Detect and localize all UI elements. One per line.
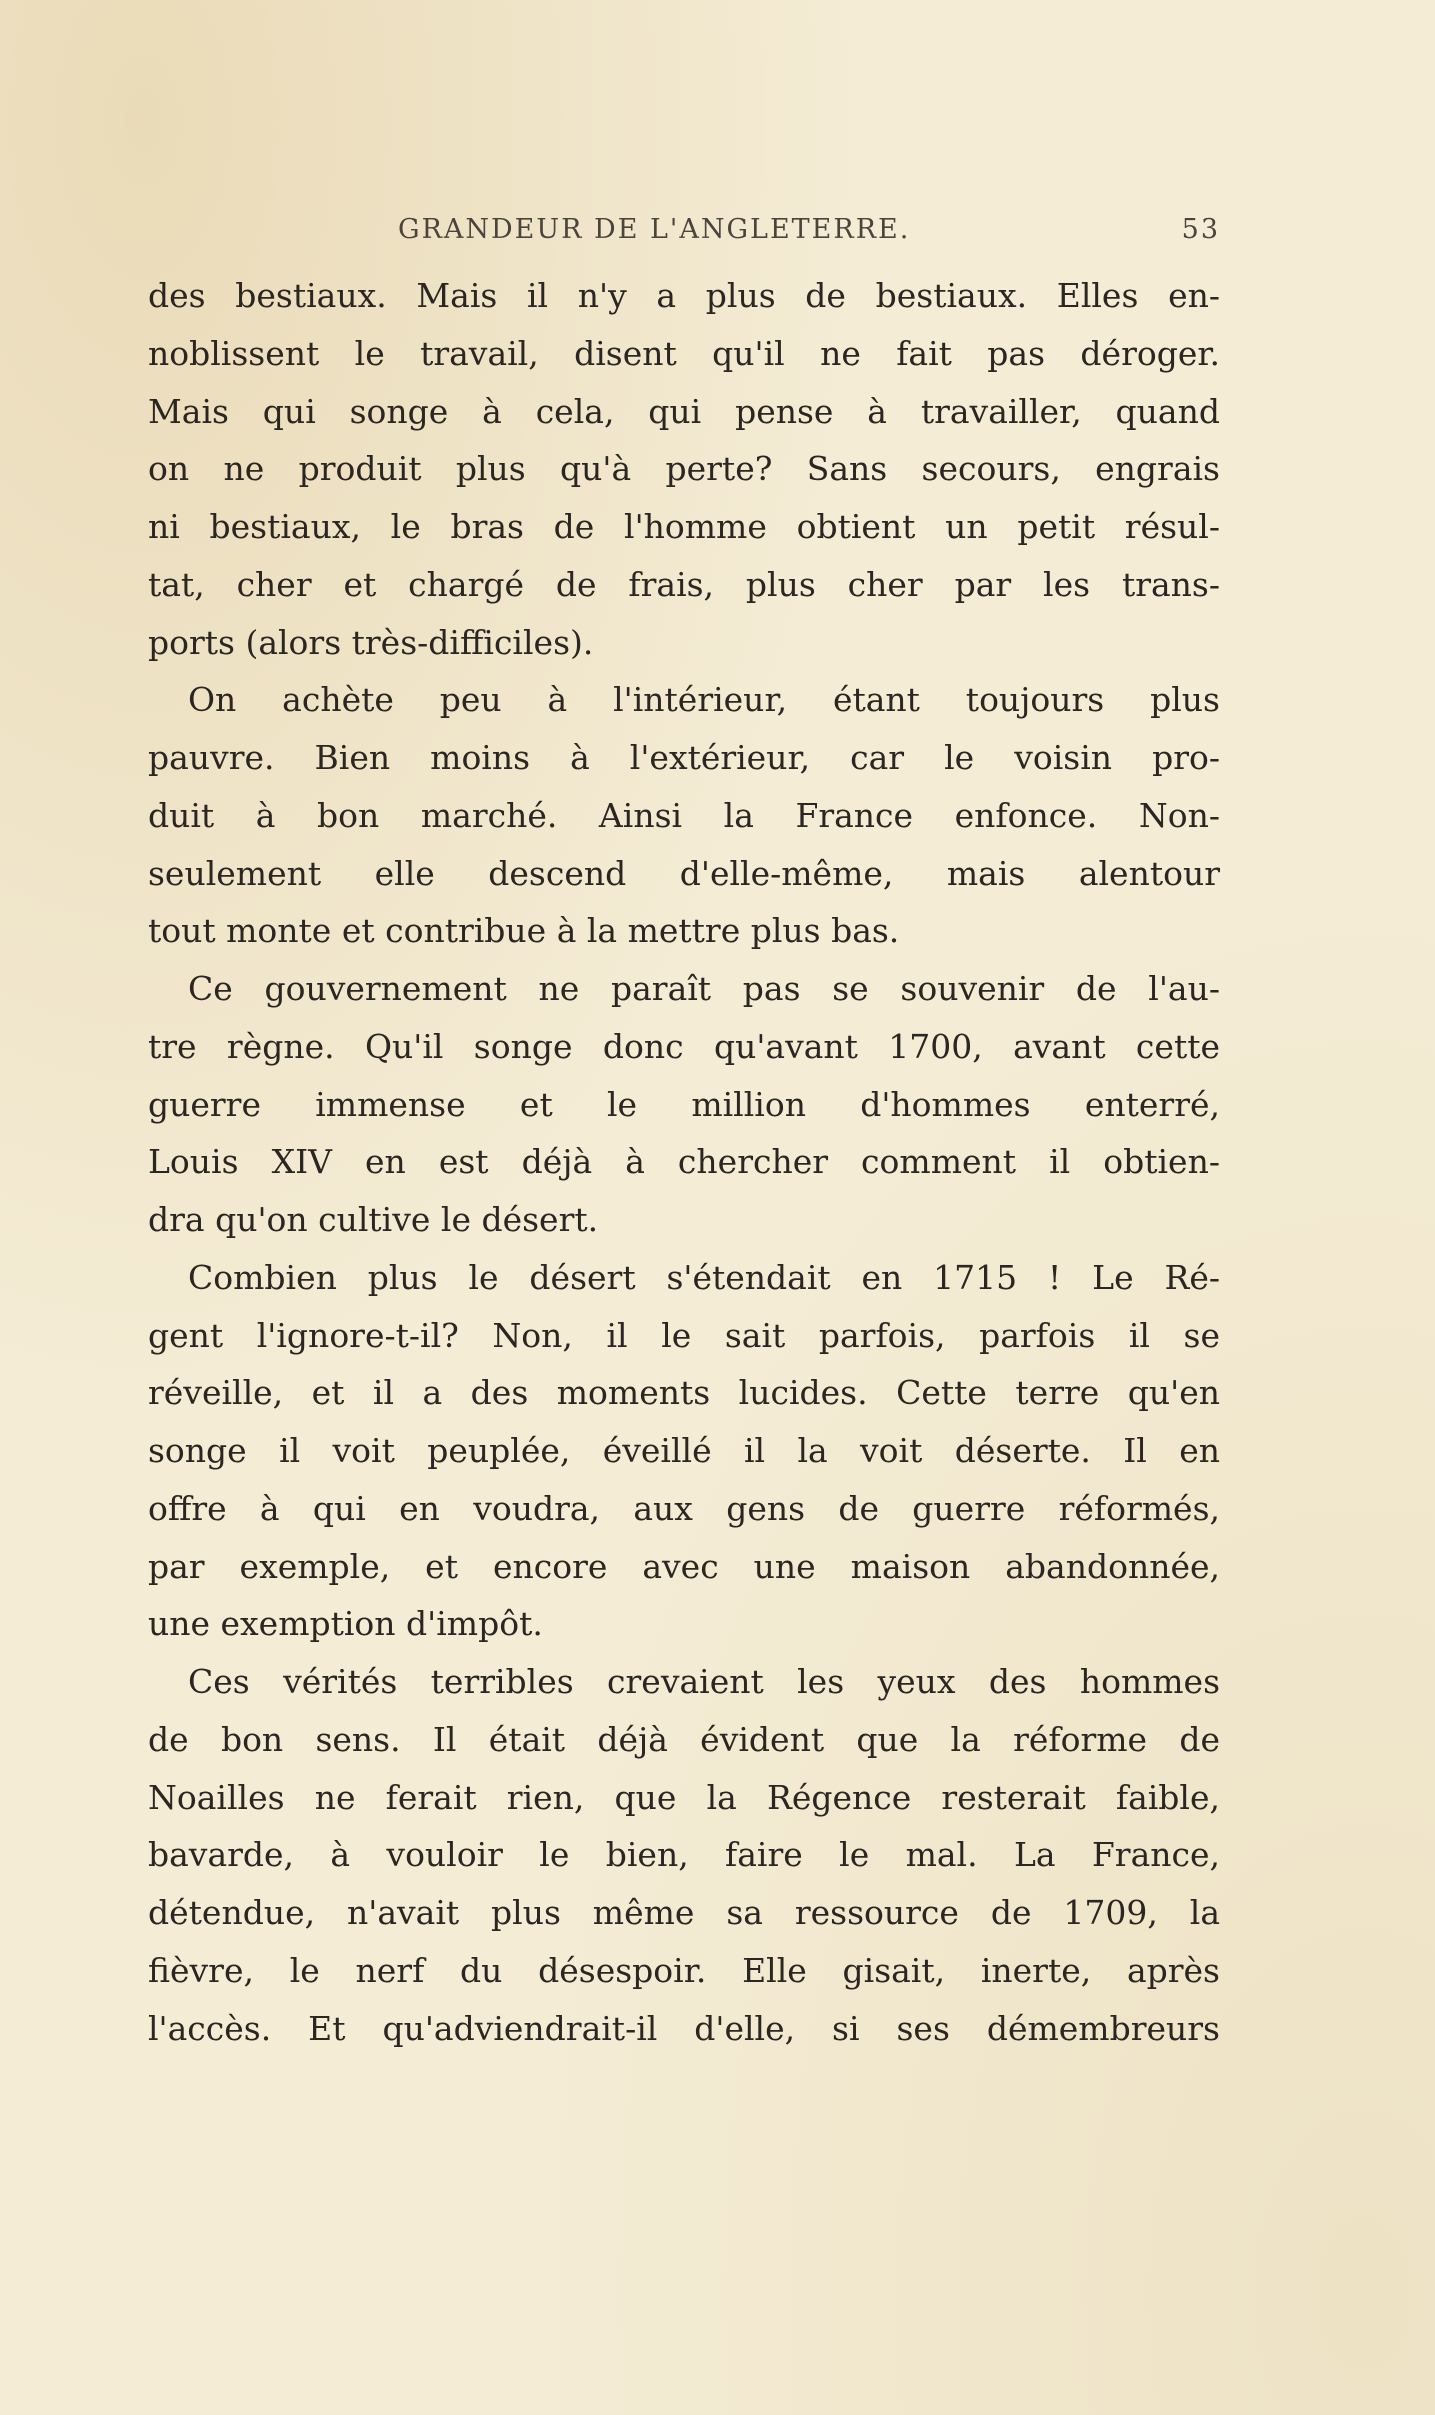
text-line: Combien plus le désert s'étendait en 1715 ! Le Ré- bbox=[188, 1257, 1220, 1297]
text-line: duit à bon marché. Ainsi la France enfonce. Non- bbox=[148, 795, 1220, 835]
text-line: on ne produit plus qu'à perte? Sans secours, engrais bbox=[148, 449, 1220, 489]
text-line: pauvre. Bien moins à l'extérieur, car le voisin pro- bbox=[148, 738, 1220, 777]
text-line: tre règne. Qu'il songe donc qu'avant 1700, avant cette bbox=[148, 1026, 1220, 1066]
text-line: bavarde, à vouloir le bien, faire le mal. La France, bbox=[148, 1835, 1220, 1875]
text-line: dra qu'on cultive le désert. bbox=[148, 1200, 599, 1239]
text-line: de bon sens. Il était déjà évident que la réforme de bbox=[148, 1719, 1220, 1759]
text-line: gent l'ignore-t-il? Non, il le sait parfois, parfois il se bbox=[148, 1315, 1220, 1355]
text-line: tout monte et contribue à la mettre plus bas. bbox=[148, 911, 900, 951]
text-line: ni bestiaux, le bras de l'homme obtient un petit résul- bbox=[148, 507, 1220, 546]
text-line: noblissent le travail, disent qu'il ne fait pas déroger. bbox=[148, 333, 1220, 373]
text-line: Louis XIV en est déjà à chercher comment il obtien- bbox=[148, 1142, 1220, 1182]
text-line: ports (alors très-difficiles). bbox=[148, 622, 594, 662]
running-head: GRANDEUR DE L'ANGLETERRE. bbox=[398, 214, 911, 245]
text-line: songe il voit peuplée, éveillé il la voit déserte. Il en bbox=[148, 1431, 1220, 1470]
text-line: Mais qui songe à cela, qui pense à travailler, quand bbox=[148, 391, 1220, 431]
text-line: tat, cher et chargé de frais, plus cher par les trans- bbox=[148, 564, 1220, 604]
text-line: fièvre, le nerf du désespoir. Elle gisait, inerte, après bbox=[148, 1950, 1220, 1990]
text-line: détendue, n'avait plus même sa ressource de 1709, la bbox=[148, 1893, 1220, 1932]
body-text bbox=[148, 267, 1220, 2057]
text-line: seulement elle descend d'elle-même, mais alentour bbox=[148, 853, 1220, 893]
text-line: une exemption d'impôt. bbox=[148, 1604, 543, 1644]
text-line: l'accès. Et qu'adviendrait-il d'elle, si ses démembreurs bbox=[148, 2008, 1220, 2048]
page-header bbox=[148, 214, 1220, 258]
text-line: des bestiaux. Mais il n'y a plus de bestiaux. Elles en- bbox=[148, 276, 1220, 315]
text-line: On achète peu à l'intérieur, étant toujours plus bbox=[188, 680, 1220, 720]
text-line: par exemple, et encore avec une maison abandonnée, bbox=[148, 1546, 1220, 1586]
text-line: offre à qui en voudra, aux gens de guerre réformés, bbox=[148, 1488, 1220, 1528]
text-line: Noailles ne ferait rien, que la Régence resterait faible, bbox=[148, 1777, 1220, 1817]
text-line: guerre immense et le million d'hommes enterré, bbox=[148, 1084, 1220, 1124]
page-number: 53 bbox=[1181, 214, 1220, 245]
text-line: Ce gouvernement ne paraît pas se souvenir de l'au- bbox=[188, 969, 1220, 1008]
text-line: réveille, et il a des moments lucides. Cette terre qu'en bbox=[148, 1373, 1220, 1413]
text-line: Ces vérités terribles crevaient les yeux des hommes bbox=[188, 1662, 1220, 1701]
